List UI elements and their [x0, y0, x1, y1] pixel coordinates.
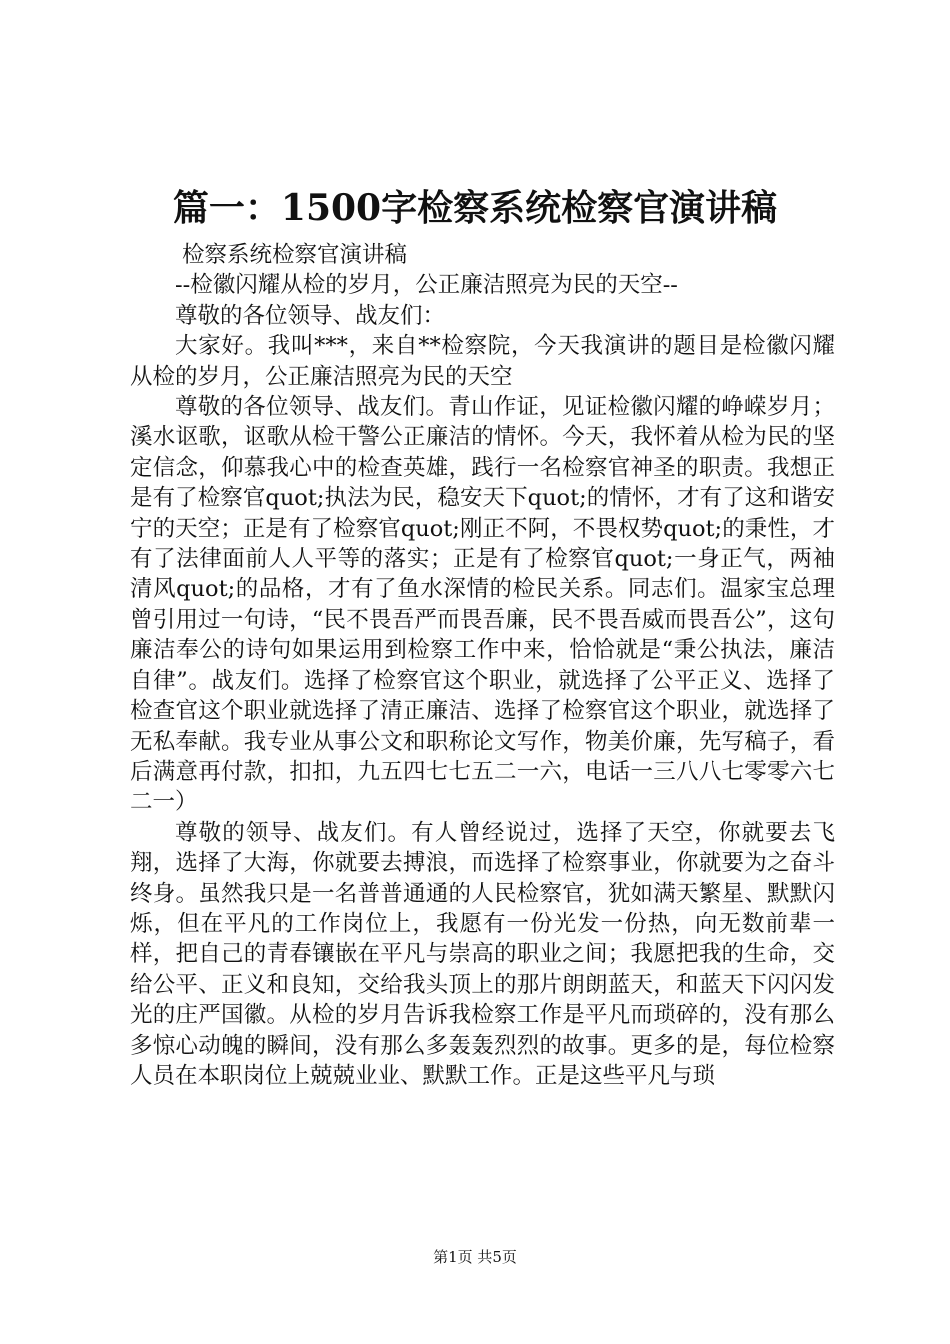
paragraph-subtitle: 检察系统检察官演讲稿: [182, 242, 408, 268]
paragraph-slogan: --检徽闪耀从检的岁月，公正廉洁照亮为民的天空--: [175, 272, 678, 299]
document-title: 篇一：1500字检察系统检察官演讲稿: [172, 187, 778, 229]
paragraph-salutation: 尊敬的各位领导、战友们：: [175, 302, 446, 329]
paragraph-greeting: 大家好。我叫***，来自**检察院，今天我演讲的题目是检徽闪耀从检的岁月，公正廉洁照亮为民的天空: [130, 333, 835, 390]
document-body: [130, 240, 835, 1091]
page-number-footer: 第1页 共5页: [433, 1248, 517, 1266]
paragraph-body-1: 尊敬的各位领导、战友们。青山作证，见证检徽闪耀的峥嵘岁月；溪水讴歌，讴歌从检干警公正廉洁的情怀。今天，我怀着从检为民的坚定信念，仰慕我心中的检查英雄，践行一名检察官神圣的职责。我想正是有了检察官quot;执法为民，稳安天下quot;的情怀，才有了这和谐安宁的天空；正是有了检察官quot;刚正不阿，不畏权势quot;的秉性，才有了法律面前人人平等的落实；正是有了检察官quot;一身正气，两袖清风quot;的品格，才有了鱼水深情的检民关系。同志们。温家宝总理曾引用过一句诗，“民不畏吾严而畏吾廉，民不畏吾威而畏吾公”，这句廉洁奉公的诗句如果运用到检察工作中来，恰恰就是“秉公执法，廉洁自律”。战友们。选择了检察官这个职业，就选择了公平正义、选择了检查官这个职业就选择了清正廉洁、选择了检察官这个职业，就选择了无私奉献。我专业从事公文和职称论文写作，物美价廉，先写稿子，看后满意再付款，扣扣，九五四七七五二一六，电话一三八八七零零六七二一）: [130, 394, 835, 816]
paragraph-body-2: 尊敬的领导、战友们。有人曾经说过，选择了天空，你就要去飞翔，选择了大海，你就要去搏浪，而选择了检察事业，你就要为之奋斗终身。虽然我只是一名普普通通的人民检察官，犹如满天繁星、默默闪烁，但在平凡的工作岗位上，我愿有一份光发一份热，向无数前辈一样，把自己的青春镶嵌在平凡与崇高的职业之间；我愿把我的生命，交给公平、正义和良知，交给我头顶上的那片朗朗蓝天，和蓝天下闪闪发光的庄严国徽。从检的岁月告诉我检察工作是平凡而琐碎的，没有那么多惊心动魄的瞬间，没有那么多轰轰烈烈的故事。更多的是，每位检察人员在本职岗位上兢兢业业、默默工作。正是这些平凡与琐: [130, 819, 835, 1089]
